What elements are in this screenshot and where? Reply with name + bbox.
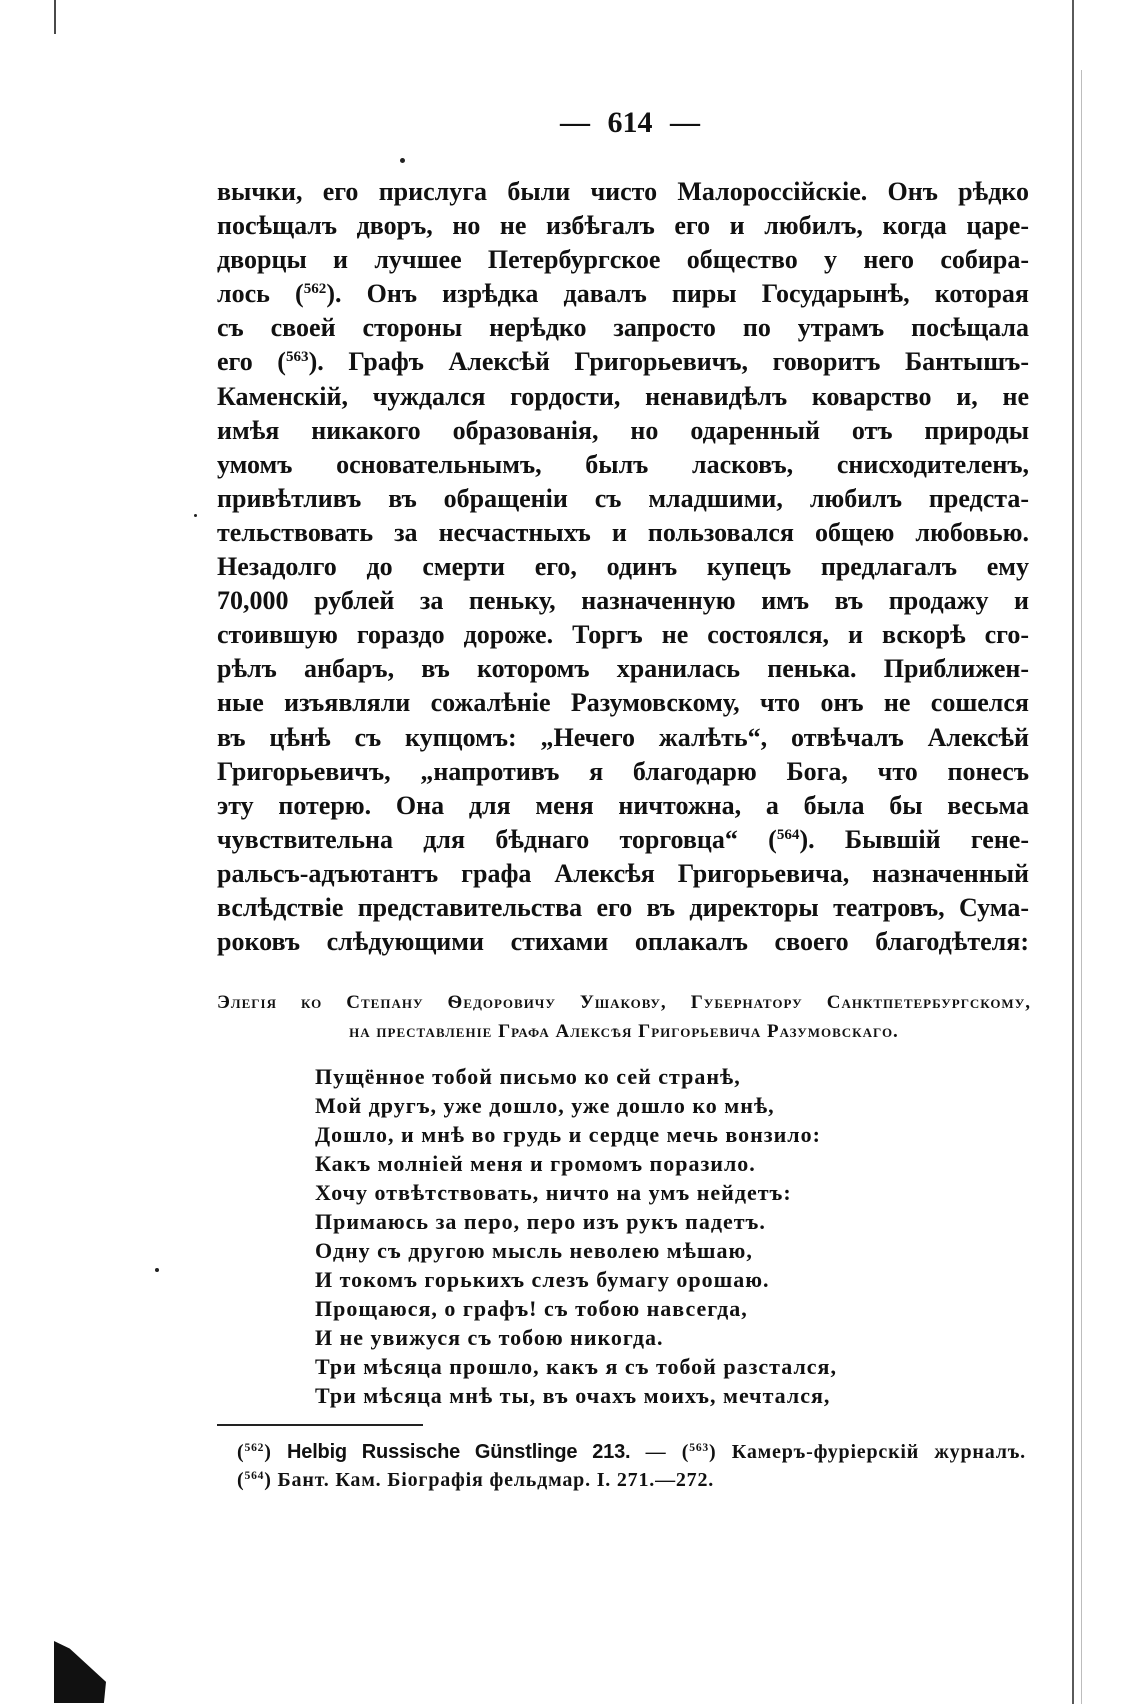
text-line [217,823,1029,857]
text-line: ральсъ-адъютантъ графа Алексѣя Григорьевича, назначенный [217,858,1029,888]
footnote-line [237,1438,1026,1466]
text-line [217,277,1029,311]
text-segment: лось ( [217,279,304,309]
text-line: Григорьевичъ, „напротивъ я благодарю Бога, что понесъ [217,756,1029,786]
text-segment: — ( [630,1441,690,1463]
text-line: въ цѣнѣ съ купцомъ: „Нечего жалѣть“, отвѣчалъ Алексѣй [217,722,1029,752]
text-segment: ( [237,1441,245,1463]
text-line: Каменскій, чуждался гордости, ненавидѣлъ коварство и, не [217,381,1029,411]
elegy-heading-line: Элегія ко Степану Ѳедоровичу Ушакову, Губернатору Санктпетербургскому, [217,992,1031,1013]
text-line: тельствовать за несчастныхъ и пользовался общею любовью. [217,517,1029,547]
footnote-rule [217,1424,423,1426]
poem-line: И токомъ горькихъ слезъ бумагу орошаю. [315,1267,770,1292]
text-segment: его ( [217,347,286,377]
scan-edge-right [1072,0,1074,1704]
text-line: эту потерю. Она для меня ничтожна, а была бы весьма [217,790,1029,820]
footnotes [237,1438,1026,1494]
page-number: — 614 — [560,106,700,139]
poem-line: Какъ молніей меня и громомъ поразило. [315,1151,756,1176]
scan-speck [155,1268,159,1272]
poem-line: И не увижуся съ тобою никогда. [315,1325,664,1350]
footnote-ref: 564 [244,1469,265,1483]
text-line: дворцы и лучшее Петербургское общество у него собира- [217,245,1029,275]
poem-line: Пущённое тобой письмо ко сей странѣ, [315,1064,741,1089]
text-line: роковъ слѣдующими стихами оплакалъ своего благодѣтеля: [217,927,1029,957]
text-segment: ) Камеръ-фуріерскій журналъ. [709,1441,1026,1463]
text-line: вслѣдствіе представительства его въ директоры театровъ, Сума- [217,892,1029,922]
scan-edge-left [54,0,56,34]
text-line: привѣтливъ въ обращеніи съ младшими, любилъ предста- [217,483,1029,513]
text-line [217,345,1029,379]
scan-edge-right-secondary [1081,70,1082,1704]
text-line: Незадолго до смерти его, одинъ купецъ предлагалъ ему [217,552,1029,582]
footnote-ref: 562 [244,1441,265,1455]
text-line: съ своей стороны нерѣдко запросто по утрамъ посѣщала [217,313,1029,343]
footnote-line [237,1466,1026,1494]
poem-line: Три мѣсяца прошло, какъ я съ тобой разстался, [315,1354,837,1379]
text-line: имѣя никакого образованія, но одаренный отъ природы [217,415,1029,445]
elegy-heading-line: на преставленіе Графа Алексѣя Григорьевича Разумовскаго. [349,1021,899,1042]
poem-line: Три мѣсяца мнѣ ты, въ очахъ моихъ, мечтался, [315,1383,831,1408]
text-segment: ). Графъ Алексѣй Григорьевичъ, говоритъ Бантышъ- [308,347,1029,377]
poem-line: Одну съ другою мысль неволею мѣшаю, [315,1238,753,1263]
scan-speck [194,514,197,517]
text-line: посѣщалъ дворъ, но не избѣгалъ его и любилъ, когда царе- [217,211,1029,241]
footnote-ref: 563 [689,1441,710,1455]
text-line: вычки, его прислуга были чисто Малороссійскіе. Онъ рѣдко [217,177,1029,206]
footnote-ref: 562 [303,281,327,298]
text-line: рѣлъ анбаръ, въ которомъ хранилась пенька. Приближен- [217,654,1029,684]
text-segment: ). Бывшій гене- [799,824,1030,854]
footnote-ref: 564 [776,826,800,843]
text-segment: ) Бант. Кам. Біографія фельдмар. I. 271.—272. [264,1469,715,1491]
footnote-source-title: Helbig Russische Günstlinge 213. [287,1441,631,1463]
scan-speck [400,158,405,163]
text-line: умомъ основательнымъ, былъ ласковъ, снисходителенъ, [217,449,1029,479]
poem [315,1062,1015,1410]
text-line: ные изъявляли сожалѣніе Разумовскому, что онъ не сошелся [217,688,1029,718]
scan-corner-mark [54,1641,106,1703]
elegy-heading [217,988,1031,1046]
text-segment: ) [264,1441,288,1463]
text-line: 70,000 рублей за пеньку, назначенную имъ въ продажу и [217,586,1029,616]
poem-line: Дошло, и мнѣ во грудь и сердце мечь вонзило: [315,1122,821,1147]
poem-line: Примаюсь за перо, перо изъ рукъ падетъ. [315,1209,766,1234]
poem-line: Хочу отвѣтствовать, ничто на умъ нейдетъ: [315,1180,792,1205]
text-segment: ). Онъ изрѣдка давалъ пиры Государынѣ, которая [326,279,1029,309]
poem-line: Прощаюся, о графъ! съ тобою навсегда, [315,1296,748,1321]
text-segment: ( [237,1469,245,1491]
text-segment: чувствительна для бѣднаго торговца“ ( [217,824,777,854]
text-line: стоившую гораздо дороже. Торгъ не состоялся, и вскорѣ сго- [217,620,1029,650]
main-text [217,175,1029,959]
poem-line: Мой другъ, уже дошло, уже дошло ко мнѣ, [315,1093,775,1118]
footnote-ref: 563 [285,349,309,366]
